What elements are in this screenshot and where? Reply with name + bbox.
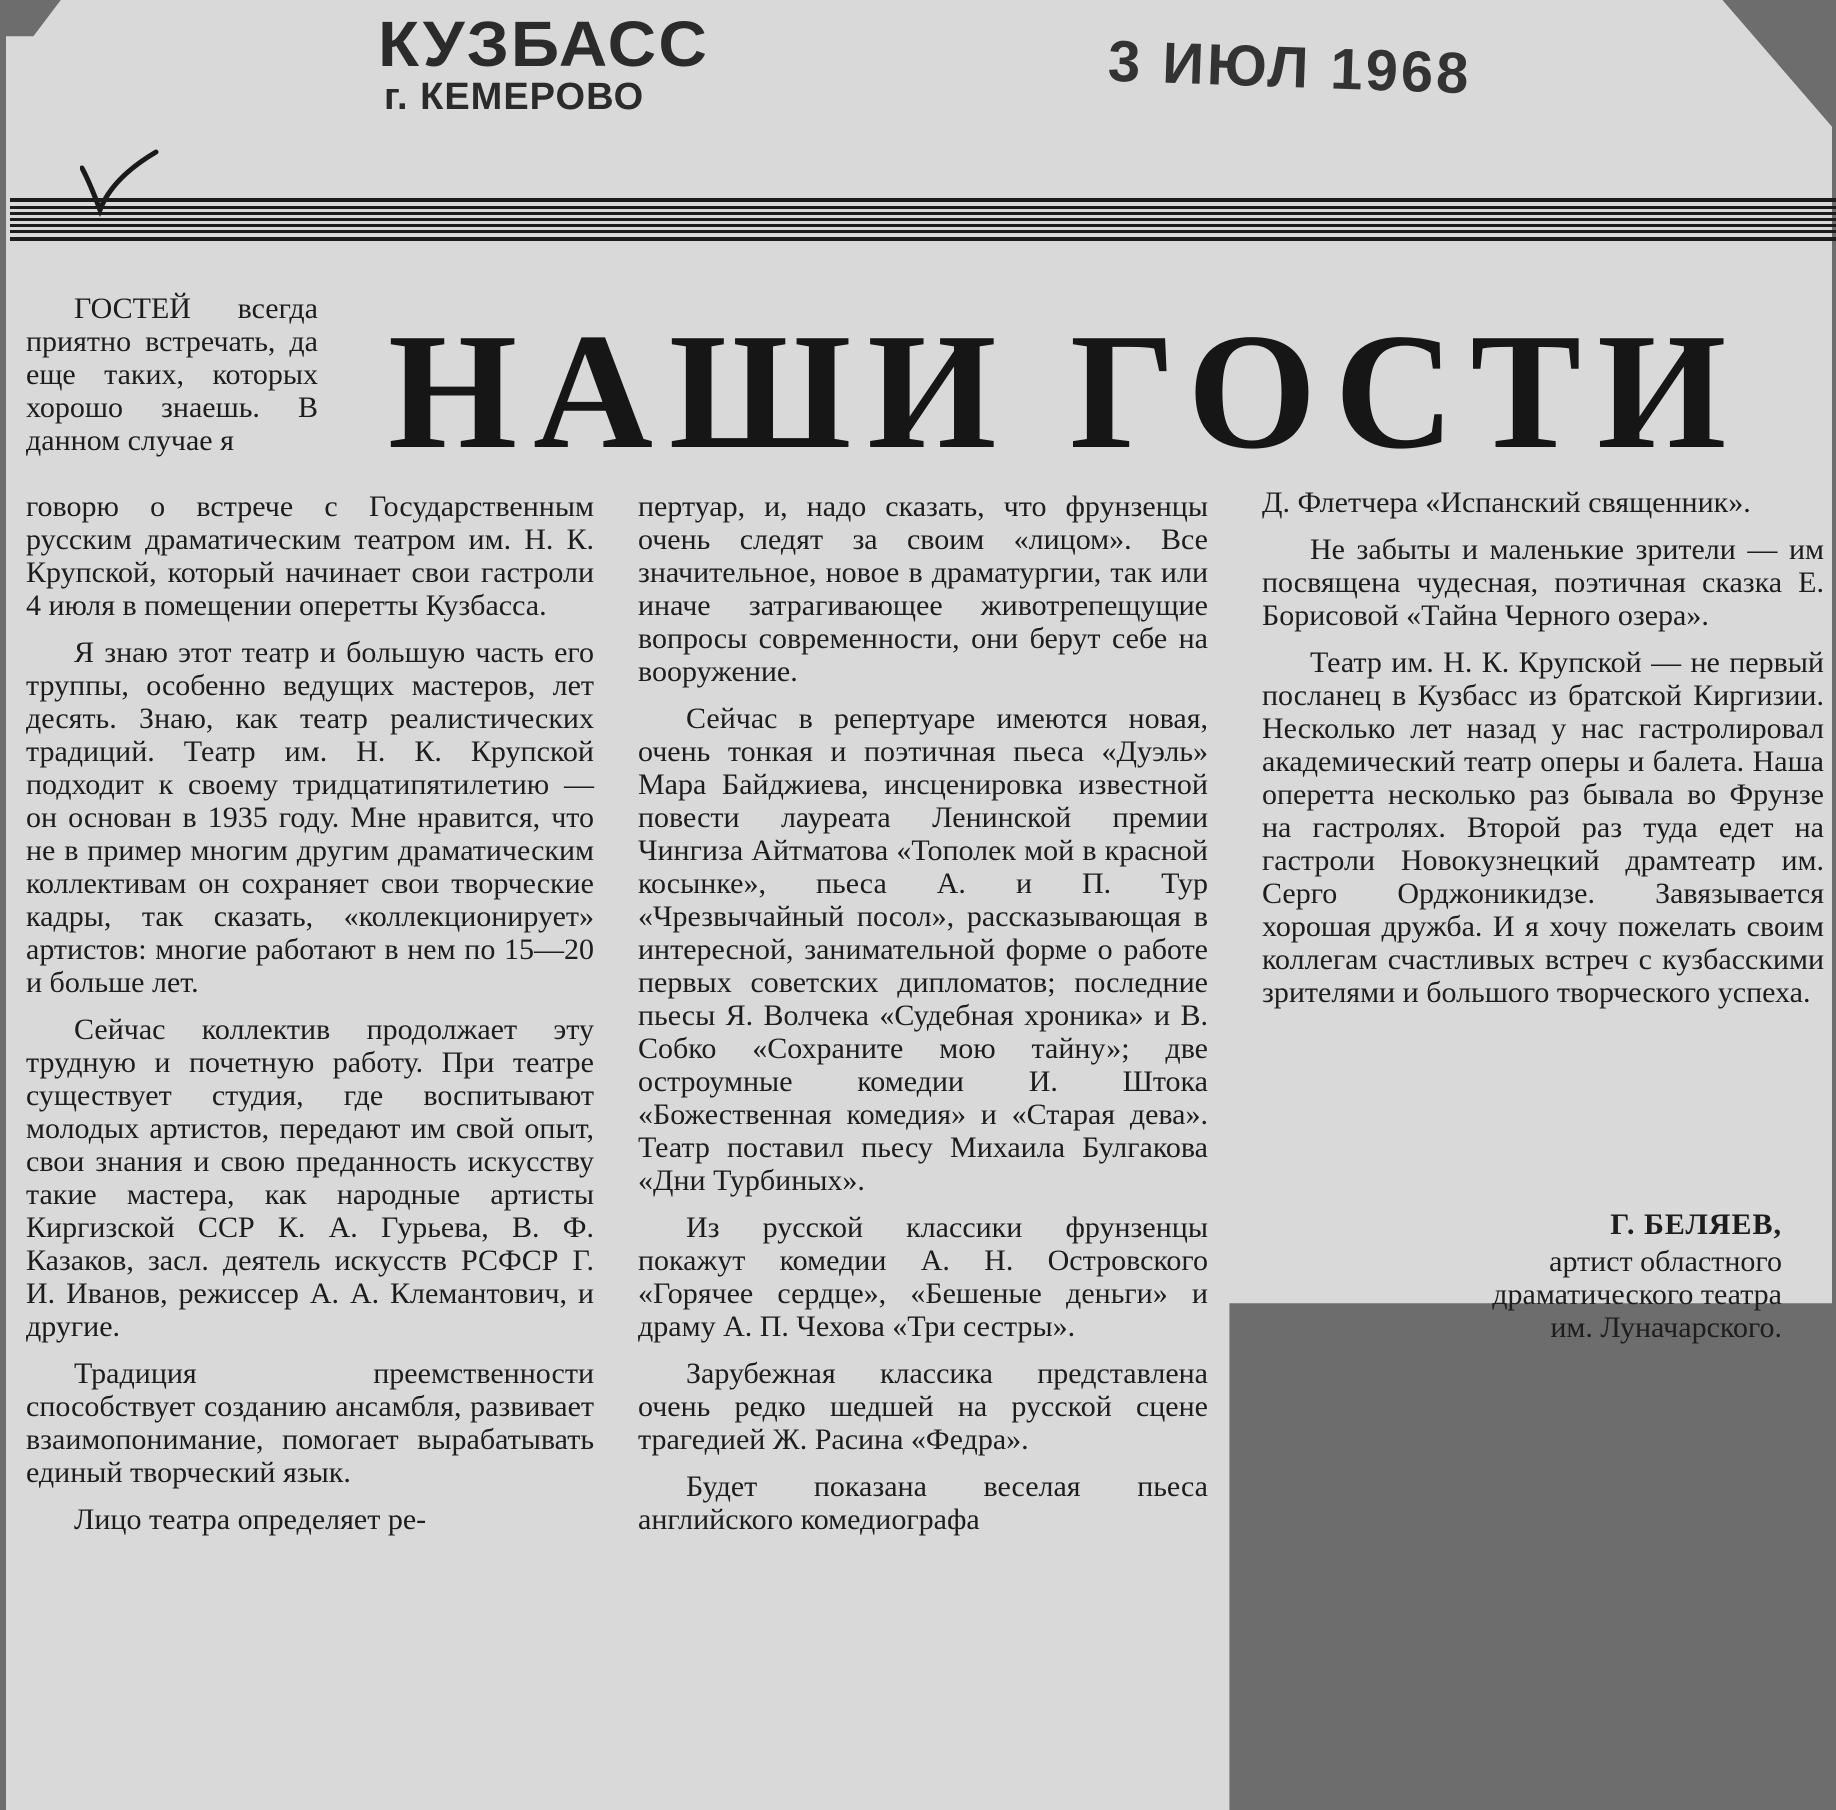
- header-rule: [10, 198, 1836, 248]
- column-1-intro: [26, 292, 318, 471]
- newspaper-name: КУЗБАСС: [378, 8, 709, 80]
- paragraph: Сейчас в репертуаре имеются новая, очень тонкая и поэтичная пьеса «Дуэль» Мара Байджиева, инсценировка известной повести лауреата Ленинской премии Чингиза Айтматова «Тополек мой в красной косынке», пьеса А. и П. Тур «Чрезвычайный посол», рассказывающая в интересной, занимательной форме о работе первых советских дипломатов; последние пьесы Я. Волчека «Судебная хроника» и В. Собко «Сохраните мою тайну»; две остроумные комедии И. Штока «Божественная комедия» и «Старая дева». Театр поставил пьесу Михаила Булгакова «Дни Турбиных».: [638, 702, 1208, 1197]
- paragraph: Зарубежная классика представлена очень редко шедшей на русской сцене трагедией Ж. Расина «Федра».: [638, 1357, 1208, 1456]
- paragraph: Д. Флетчера «Испанский священник».: [1262, 486, 1751, 519]
- author-title-line: им. Луначарского.: [1550, 1311, 1782, 1344]
- headline: НАШИ ГОСТИ: [388, 299, 1743, 483]
- paragraph: Из русской классики фрунзенцы покажут комедии А. Н. Островского «Горячее сердце», «Бешеные деньги» и драму А. П. Чехова «Три сестры».: [638, 1211, 1208, 1343]
- author-title-line: артист областного: [1549, 1245, 1782, 1278]
- author-title-line: драматического театра: [1492, 1278, 1782, 1311]
- column-2: [638, 490, 1208, 1550]
- paragraph: Традиция преемственности способствует созданию ансамбля, развивает взаимопонимание, помогает вырабатывать единый творческий язык.: [26, 1357, 594, 1489]
- paragraph: Лицо театра определяет ре-: [74, 1503, 427, 1536]
- paragraph: говорю о встрече с Государственным русским драматическим театром им. Н. К. Крупской, который начинает свои гастроли 4 июля в помещении оперетты Кузбасса.: [26, 490, 594, 622]
- paragraph: Сейчас коллектив продолжает эту трудную и почетную работу. При театре существует студия, где воспитывают молодых артистов, передают им свой опыт, свои знания и свою преданность искусству такие мастера, как народные артисты Киргизской ССР К. А. Гурьева, В. Ф. Казаков, засл. деятель искусств РСФСР Г. И. Иванов, режиссер А. А. Клемантович, и другие.: [26, 1013, 594, 1343]
- paragraph: Театр им. Н. К. Крупской — не первый посланец в Кузбасс из братской Киргизии. Несколько лет назад у нас гастролировал академический театр оперы и балета. Наша оперетта несколько раз бывала во Фрунзе на гастролях. Второй раз туда едет на гастроли Новокузнецкий драмтеатр им. Серго Орджоникидзе. Завязывается хорошая дружба. И я хочу пожелать своим коллегам счастливых встреч с кузбасскими зрителями и большого творческого успеха.: [1262, 646, 1824, 1009]
- newspaper-stamp: [378, 8, 709, 119]
- paragraph: Не забыты и маленькие зрители — им посвящена чудесная, поэтичная сказка Е. Борисовой «Тайна Черного озера».: [1262, 533, 1824, 632]
- paragraph: Я знаю этот театр и большую часть его труппы, особенно ведущих мастеров, лет десять. Знаю, как театр реалистических традиций. Театр им. Н. К. Крупской подходит к своему тридцатипятилетию — он основан в 1935 году. Мне нравится, что не в пример многим другим драматическим коллективам он сохраняет свои творческие кадры, так сказать, «коллекционирует» артистов: многие работают в нем по 15—20 и больше лет.: [26, 636, 594, 999]
- newspaper-city: г. КЕМЕРОВО: [384, 76, 645, 118]
- column-3: [1262, 486, 1824, 1023]
- paragraph: Будет показана веселая пьеса английского комедиографа: [638, 1470, 1208, 1536]
- paragraph: ГОСТЕЙ всегда приятно встречать, да еще таких, которых хорошо знаешь. В данном случае я: [26, 292, 318, 457]
- author-signature: [1262, 1208, 1782, 1344]
- column-1: [26, 490, 594, 1550]
- author-name: Г. БЕЛЯЕВ,: [1610, 1208, 1782, 1241]
- date-stamp: 3 ИЮЛ 1968: [1106, 28, 1473, 107]
- paragraph: пертуар, и, надо сказать, что фрунзенцы очень следят за своим «лицом». Все значительное, новое в драматургии, так или иначе затрагивающее животрепещущие вопросы современности, они берут себе на вооружение.: [638, 490, 1208, 688]
